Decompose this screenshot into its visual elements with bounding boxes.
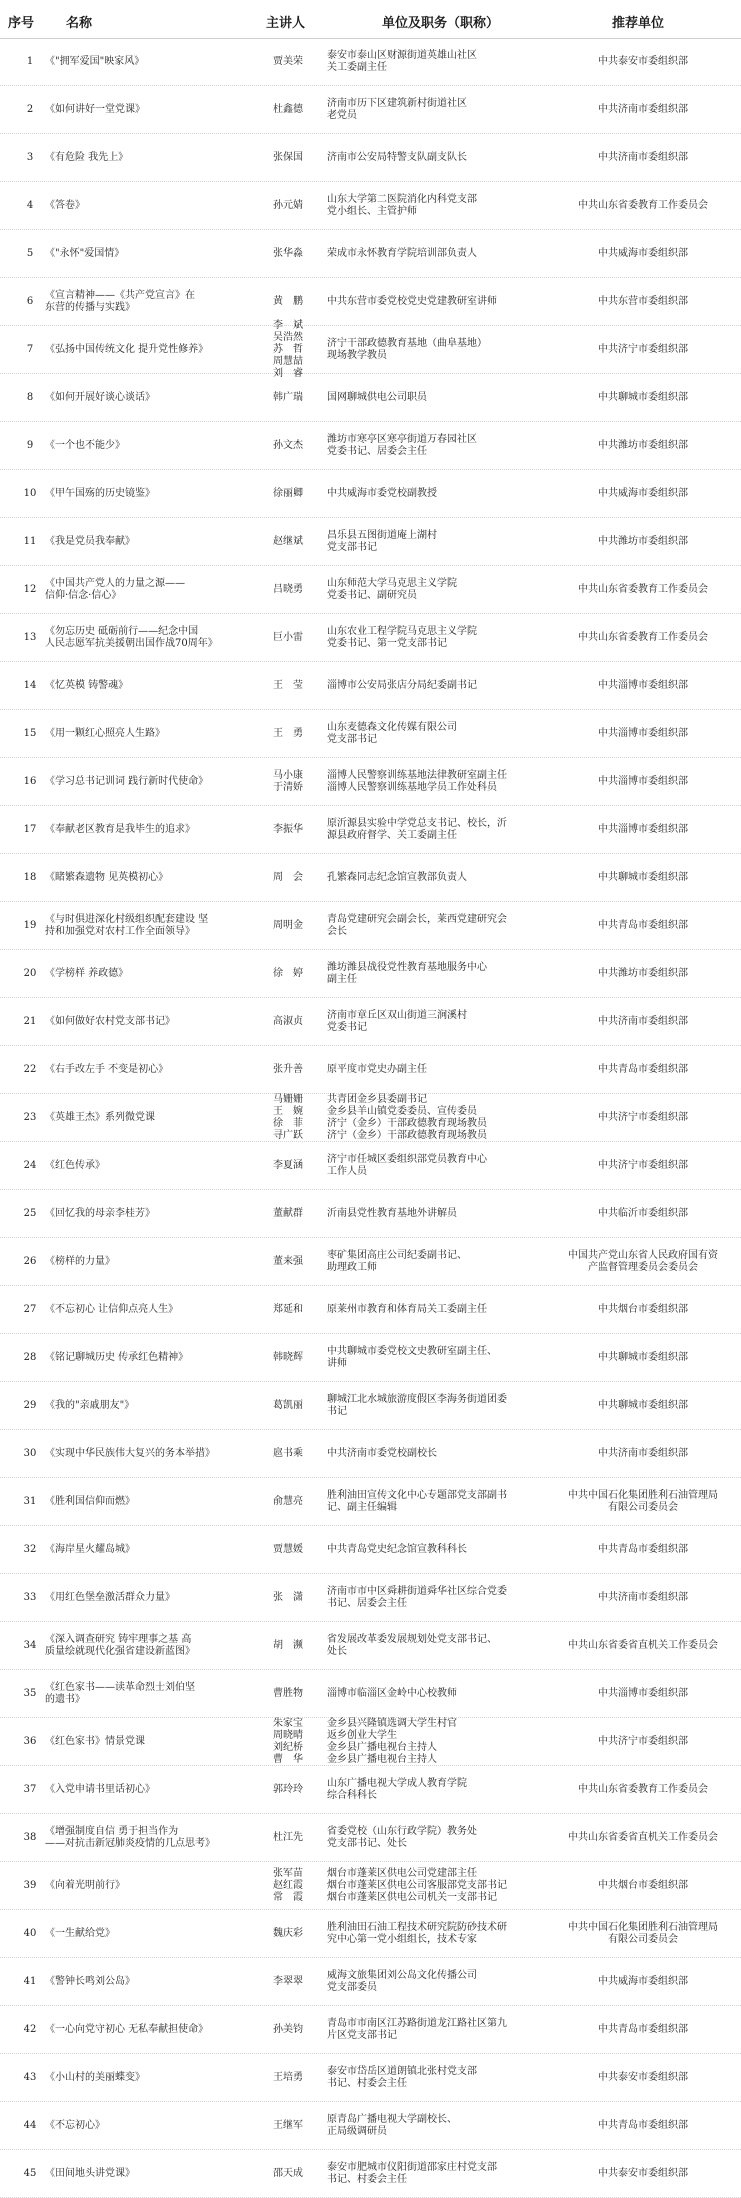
speaker-name: 王培勇 — [273, 2071, 303, 2083]
table-row — [0, 1766, 741, 1814]
course-title: 《海岸星火耀岛城》 — [45, 1543, 135, 1555]
row-number: 34 — [23, 1639, 37, 1651]
course-title: 《中国共产党人的力量之源—— 信仰·信念·信心》 — [45, 577, 185, 601]
speaker-name: 杜鑫德 — [273, 103, 303, 115]
table-row — [0, 1526, 741, 1574]
row-number: 33 — [23, 1591, 37, 1603]
recommending-unit: 中共淄博市委组织部 — [598, 823, 688, 835]
row-number: 20 — [23, 967, 37, 979]
unit-and-position: 共青团金乡县委副书记 金乡县羊山镇党委委员、宣传委员 济宁（金乡）干部政德教育现场教员 济宁（金乡）干部政德教育现场教员 — [327, 1093, 487, 1141]
row-number: 19 — [23, 919, 37, 931]
course-title: 《一个也不能少》 — [45, 439, 125, 451]
table-row — [0, 1814, 741, 1862]
course-title: 《增强制度自信 勇于担当作为 ——对抗击新冠肺炎疫情的几点思考》 — [45, 1825, 215, 1849]
table-row — [0, 950, 741, 998]
course-title: 《右手改左手 不变是初心》 — [45, 1063, 169, 1075]
table-row — [0, 710, 741, 758]
table-row — [0, 1958, 741, 2006]
unit-and-position: 胜利油田石油工程技术研究院防砂技术研 究中心第一党小组组长，技术专家 — [327, 1921, 507, 1945]
recommending-unit: 中共青岛市委组织部 — [598, 1543, 688, 1555]
speaker-name: 李翠翠 — [273, 1975, 303, 1987]
row-number: 16 — [23, 775, 37, 787]
recommending-unit: 中共聊城市委组织部 — [598, 1351, 688, 1363]
table-row — [0, 1142, 741, 1190]
unit-and-position: 原青岛广播电视大学副校长、 正局级调研员 — [327, 2113, 457, 2137]
unit-and-position: 济南市章丘区双山街道三涧溪村 党委书记 — [327, 1009, 467, 1033]
course-title: 《用一颗红心照亮人生路》 — [45, 727, 165, 739]
course-title: 《红色家书——读革命烈士刘伯坚 的遗书》 — [45, 1681, 195, 1705]
course-title: 《与时俱进深化村级组织配套建设 坚 持和加强党对农村工作全面领导》 — [45, 913, 209, 937]
table-row — [0, 278, 741, 326]
recommending-unit: 中共济南市委组织部 — [598, 1591, 688, 1603]
table-row — [0, 614, 741, 662]
course-title: 《田间地头讲党课》 — [45, 2167, 135, 2179]
unit-and-position: 省发展改革委发展规划处党支部书记、 处长 — [327, 1633, 497, 1657]
speaker-name: 周明金 — [273, 919, 303, 931]
unit-and-position: 中共济南市委党校副校长 — [327, 1447, 437, 1459]
row-number: 11 — [23, 535, 37, 547]
unit-and-position: 国网聊城供电公司职员 — [327, 391, 427, 403]
table-row — [0, 518, 741, 566]
recommending-unit: 中共青岛市委组织部 — [598, 919, 688, 931]
course-title: 《不忘初心》 — [45, 2119, 105, 2131]
course-title: 《"永怀"爱国情》 — [45, 247, 125, 259]
table-row — [0, 2102, 741, 2150]
unit-and-position: 聊城江北水城旅游度假区李海务街道团委 书记 — [327, 1393, 507, 1417]
row-number: 14 — [23, 679, 37, 691]
recommending-unit: 中共山东省委教育工作委员会 — [578, 199, 708, 211]
course-title: 《学习总书记训词 践行新时代使命》 — [45, 775, 209, 787]
unit-and-position: 山东广播电视大学成人教育学院 综合科科长 — [327, 1777, 467, 1801]
course-title: 《宣言精神——《共产党宣言》在 东营的传播与实践》 — [45, 289, 195, 313]
recommending-unit: 中共青岛市委组织部 — [598, 2023, 688, 2035]
unit-and-position: 泰安市泰山区财源街道英雄山社区 关工委副主任 — [327, 49, 477, 73]
header-unit: 单位及职务（职称） — [382, 16, 500, 31]
speaker-name: 李夏涵 — [273, 1159, 303, 1171]
speaker-name: 李 斌 吴浩然 苏 哲 周慧喆 刘 睿 — [273, 319, 303, 379]
recommending-unit: 中共淄博市委组织部 — [598, 679, 688, 691]
recommending-unit: 中共济宁市委组织部 — [598, 1159, 688, 1171]
recommending-unit: 中共威海市委组织部 — [598, 487, 688, 499]
unit-and-position: 泰安市肥城市仪阳街道邵家庄村党支部 书记、村委会主任 — [327, 2161, 497, 2185]
speaker-name: 周 会 — [273, 871, 303, 883]
course-title: 《睹繁森遗物 见英模初心》 — [45, 871, 169, 883]
recommending-unit: 中共潍坊市委组织部 — [598, 535, 688, 547]
course-title: 《勿忘历史 砥砺前行——纪念中国 人民志愿军抗美援朝出国作战70周年》 — [45, 625, 218, 649]
table-row — [0, 1334, 741, 1382]
table-row — [0, 422, 741, 470]
speaker-name: 葛凯丽 — [273, 1399, 303, 1411]
row-number: 6 — [26, 295, 34, 307]
row-number: 2 — [26, 103, 34, 115]
recommending-unit: 中共潍坊市委组织部 — [598, 439, 688, 451]
row-number: 4 — [26, 199, 34, 211]
row-number: 35 — [23, 1687, 37, 1699]
unit-and-position: 烟台市蓬莱区供电公司党建部主任 烟台市蓬莱区供电公司客服部党支部书记 烟台市蓬莱区供电公司机关一支部书记 — [327, 1867, 507, 1903]
recommending-unit: 中共山东省委教育工作委员会 — [578, 583, 708, 595]
speaker-name: 扈书乘 — [273, 1447, 303, 1459]
course-title: 《用红色堡垒激活群众力量》 — [45, 1591, 175, 1603]
recommending-unit: 中共淄博市委组织部 — [598, 775, 688, 787]
table-row — [0, 374, 741, 422]
unit-and-position: 青岛党建研究会副会长，莱西党建研究会 会长 — [327, 913, 507, 937]
row-number: 39 — [23, 1879, 37, 1891]
table-header — [0, 0, 741, 39]
row-number: 15 — [23, 727, 37, 739]
course-title: 《回忆我的母亲李桂芳》 — [45, 1207, 155, 1219]
course-title: 《我的"亲戚朋友"》 — [45, 1399, 135, 1411]
row-number: 44 — [23, 2119, 37, 2131]
course-title: 《弘扬中国传统文化 提升党性修养》 — [45, 343, 209, 355]
table-row — [0, 2054, 741, 2102]
unit-and-position: 枣矿集团高庄公司纪委副书记、 助理政工师 — [327, 1249, 467, 1273]
course-title: 《入党申请书里话初心》 — [45, 1783, 155, 1795]
recommending-unit: 中共威海市委组织部 — [598, 1975, 688, 1987]
speaker-name: 张升善 — [273, 1063, 303, 1075]
course-title: 《一生献给党》 — [45, 1927, 115, 1939]
recommending-unit: 中共济南市委组织部 — [598, 151, 688, 163]
header-title: 名称 — [66, 16, 93, 31]
course-title: 《实现中华民族伟大复兴的务本举措》 — [45, 1447, 215, 1459]
speaker-name: 吕晓勇 — [273, 583, 303, 595]
table-row — [0, 182, 741, 230]
recommending-unit: 中共青岛市委组织部 — [598, 2119, 688, 2131]
row-number: 5 — [26, 247, 34, 259]
course-title: 《我是党员我奉献》 — [45, 535, 135, 547]
row-number: 8 — [26, 391, 34, 403]
course-title: 《铭记聊城历史 传承红色精神》 — [45, 1351, 189, 1363]
recommending-unit: 中共潍坊市委组织部 — [598, 967, 688, 979]
speaker-name: 曹胜物 — [273, 1687, 303, 1699]
course-title: 《答卷》 — [45, 199, 85, 211]
table-row — [0, 1382, 741, 1430]
unit-and-position: 原莱州市教育和体育局关工委副主任 — [327, 1303, 487, 1315]
course-title: 《不忘初心 让信仰点亮人生》 — [45, 1303, 179, 1315]
table-row — [0, 566, 741, 614]
row-number: 25 — [23, 1207, 37, 1219]
unit-and-position: 中共东营市委党校党史党建教研室讲师 — [327, 295, 497, 307]
row-number: 3 — [26, 151, 34, 163]
row-number: 22 — [23, 1063, 37, 1075]
row-number: 45 — [23, 2167, 37, 2179]
speaker-name: 张 潇 — [273, 1591, 303, 1603]
unit-and-position: 山东农业工程学院马克思主义学院 党委书记、第一党支部书记 — [327, 625, 477, 649]
table-row — [0, 134, 741, 182]
speaker-name: 巨小雷 — [273, 631, 303, 643]
speaker-name: 张华淼 — [273, 247, 303, 259]
unit-and-position: 济南市公安局特警支队副支队长 — [327, 151, 467, 163]
unit-and-position: 中共青岛党史纪念馆宣教科科长 — [327, 1543, 467, 1555]
recommending-unit: 中共烟台市委组织部 — [598, 1303, 688, 1315]
recommending-unit: 中共威海市委组织部 — [598, 247, 688, 259]
speaker-name: 王 勇 — [273, 727, 303, 739]
table-row — [0, 1046, 741, 1094]
table-row — [0, 1718, 741, 1766]
table-row — [0, 662, 741, 710]
recommending-unit: 中共中国石化集团胜利石油管理局 有限公司委员会 — [568, 1921, 718, 1945]
row-number: 12 — [23, 583, 37, 595]
table-row — [0, 38, 741, 86]
unit-and-position: 淄博市公安局张店分局纪委副书记 — [327, 679, 477, 691]
speaker-name: 胡 濒 — [273, 1639, 303, 1651]
row-number: 41 — [23, 1975, 37, 1987]
recommending-unit: 中共烟台市委组织部 — [598, 1879, 688, 1891]
recommending-unit: 中共聊城市委组织部 — [598, 871, 688, 883]
table-row — [0, 854, 741, 902]
unit-and-position: 泰安市岱岳区道朗镇北张村党支部 书记、村委会主任 — [327, 2065, 477, 2089]
table-row — [0, 1478, 741, 1526]
row-number: 31 — [23, 1495, 37, 1507]
speaker-name: 郑延和 — [273, 1303, 303, 1315]
recommending-unit: 中共济南市委组织部 — [598, 103, 688, 115]
row-number: 36 — [23, 1735, 37, 1747]
speaker-name: 徐 婷 — [273, 967, 303, 979]
speaker-name: 高淑贞 — [273, 1015, 303, 1027]
speaker-name: 孙美钧 — [273, 2023, 303, 2035]
recommending-unit: 中共山东省委省直机关工作委员会 — [568, 1831, 718, 1843]
table-row — [0, 1238, 741, 1286]
table-row — [0, 1094, 741, 1142]
course-title: 《红色家书》情景党课 — [45, 1735, 145, 1747]
row-number: 23 — [23, 1111, 37, 1123]
course-title: 《英雄王杰》系列微党课 — [45, 1111, 155, 1123]
row-number: 13 — [23, 631, 37, 643]
speaker-name: 杜江先 — [273, 1831, 303, 1843]
row-number: 9 — [26, 439, 34, 451]
unit-and-position: 济宁干部政德教育基地（曲阜基地） 现场教学教员 — [327, 337, 487, 361]
speaker-name: 李振华 — [273, 823, 303, 835]
speaker-name: 俞慧亮 — [273, 1495, 303, 1507]
row-number: 29 — [23, 1399, 37, 1411]
unit-and-position: 淄博人民警察训练基地法律教研室副主任 淄博人民警察训练基地学员工作处科员 — [327, 769, 507, 793]
table-row — [0, 2150, 741, 2198]
unit-and-position: 山东师范大学马克思主义学院 党委书记、副研究员 — [327, 577, 457, 601]
speaker-name: 韩广瑞 — [273, 391, 303, 403]
row-number: 18 — [23, 871, 37, 883]
table-row — [0, 230, 741, 278]
recommending-unit: 中共济南市委组织部 — [598, 1447, 688, 1459]
row-number: 42 — [23, 2023, 37, 2035]
recommending-unit: 中共泰安市委组织部 — [598, 2071, 688, 2083]
recommending-unit: 中共淄博市委组织部 — [598, 727, 688, 739]
unit-and-position: 中共聊城市委党校文史教研室副主任、 讲师 — [327, 1345, 497, 1369]
unit-and-position: 山东大学第二医院消化内科党支部 党小组长、主管护师 — [327, 193, 477, 217]
course-title: 《榜样的力量》 — [45, 1255, 115, 1267]
speaker-name: 邵天成 — [273, 2167, 303, 2179]
row-number: 26 — [23, 1255, 37, 1267]
table-row — [0, 470, 741, 518]
unit-and-position: 原沂源县实验中学党总支书记、校长，沂 源县政府督学、关工委副主任 — [327, 817, 507, 841]
speaker-name: 王 莹 — [273, 679, 303, 691]
unit-and-position: 济南市市中区舜耕街道舜华社区综合党委 书记、居委会主任 — [327, 1585, 507, 1609]
recommending-unit: 中共山东省委教育工作委员会 — [578, 631, 708, 643]
course-title: 《深入调查研究 铸牢理事之基 高 质量绘就现代化强省建设新蓝图》 — [45, 1633, 195, 1657]
speaker-name: 朱家宝 周晓晴 刘纪桥 曹 华 — [273, 1717, 303, 1765]
speaker-name: 王继军 — [273, 2119, 303, 2131]
header-recommender: 推荐单位 — [612, 16, 665, 31]
course-title: 《一心向党守初心 无私奉献担使命》 — [45, 2023, 209, 2035]
speaker-name: 董献群 — [273, 1207, 303, 1219]
course-title: 《有危险 我先上》 — [45, 151, 129, 163]
row-number: 10 — [23, 487, 37, 499]
row-number: 21 — [23, 1015, 37, 1027]
course-title: 《忆英模 铸警魂》 — [45, 679, 129, 691]
unit-and-position: 中共威海市委党校副教授 — [327, 487, 437, 499]
recommending-unit: 中国共产党山东省人民政府国有资 产监督管理委员会委员会 — [568, 1249, 718, 1273]
recommending-unit: 中共临沂市委组织部 — [598, 1207, 688, 1219]
recommending-unit: 中共泰安市委组织部 — [598, 55, 688, 67]
course-title: 《向着光明前行》 — [45, 1879, 125, 1891]
unit-and-position: 金乡县兴隆镇选调大学生村官 返乡创业大学生 金乡县广播电视台主持人 金乡县广播电视台主持人 — [327, 1717, 457, 1765]
recommending-unit: 中共济南市委组织部 — [598, 1015, 688, 1027]
course-title: 《胜利国信仰而燃》 — [45, 1495, 135, 1507]
unit-and-position: 威海文旅集团刘公岛文化传播公司 党支部委员 — [327, 1969, 477, 1993]
speaker-name: 郭玲玲 — [273, 1783, 303, 1795]
speaker-name: 赵继斌 — [273, 535, 303, 547]
course-title: 《甲午国殇的历史镜鉴》 — [45, 487, 155, 499]
table-row — [0, 1286, 741, 1334]
table-row — [0, 902, 741, 950]
course-title: 《如何开展好谈心谈话》 — [45, 391, 155, 403]
course-title: 《"拥军爱国"映家风》 — [45, 55, 145, 67]
recommending-unit: 中共山东省委省直机关工作委员会 — [568, 1639, 718, 1651]
header-speaker: 主讲人 — [266, 16, 306, 31]
table-row — [0, 1622, 741, 1670]
unit-and-position: 济南市历下区建筑新村街道社区 老党员 — [327, 97, 467, 121]
table-row — [0, 998, 741, 1046]
speaker-name: 马小康 于清娇 — [273, 769, 303, 793]
row-number: 32 — [23, 1543, 37, 1555]
course-title: 《小山村的美丽蝶变》 — [45, 2071, 145, 2083]
row-number: 30 — [23, 1447, 37, 1459]
unit-and-position: 淄博市临淄区金岭中心校教师 — [327, 1687, 457, 1699]
speaker-name: 魏庆彩 — [273, 1927, 303, 1939]
unit-and-position: 潍坊潍县战役党性教育基地服务中心 副主任 — [327, 961, 487, 985]
course-title: 《警钟长鸣刘公岛》 — [45, 1975, 135, 1987]
speaker-name: 孙元婧 — [273, 199, 303, 211]
unit-and-position: 潍坊市寒亭区寒亭街道万春园社区 党委书记、居委会主任 — [327, 433, 477, 457]
row-number: 37 — [23, 1783, 37, 1795]
table-row — [0, 1670, 741, 1718]
unit-and-position: 青岛市市南区江苏路街道龙江路社区第九 片区党支部书记 — [327, 2017, 507, 2041]
row-number: 7 — [26, 343, 34, 355]
recommending-unit: 中共泰安市委组织部 — [598, 2167, 688, 2179]
row-number: 24 — [23, 1159, 37, 1171]
unit-and-position: 山东麦德森文化传媒有限公司 党支部书记 — [327, 721, 457, 745]
course-title: 《学榜样 养政德》 — [45, 967, 129, 979]
course-title: 《奉献老区教育是我毕生的追求》 — [45, 823, 195, 835]
speaker-name: 马姗姗 王 婉 徐 菲 寻广跃 — [273, 1093, 303, 1141]
recommending-unit: 中共山东省委教育工作委员会 — [578, 1783, 708, 1795]
speaker-name: 孙文杰 — [273, 439, 303, 451]
table-row — [0, 1190, 741, 1238]
speaker-name: 贾慧媛 — [273, 1543, 303, 1555]
recommending-unit: 中共青岛市委组织部 — [598, 1063, 688, 1075]
speaker-name: 徐丽卿 — [273, 487, 303, 499]
unit-and-position: 昌乐县五图街道庵上湖村 党支部书记 — [327, 529, 437, 553]
speaker-name: 黄 鹏 — [273, 295, 303, 307]
recommending-unit: 中共淄博市委组织部 — [598, 1687, 688, 1699]
table-row — [0, 758, 741, 806]
unit-and-position: 沂南县党性教育基地外讲解员 — [327, 1207, 457, 1219]
recommending-unit: 中共中国石化集团胜利石油管理局 有限公司委员会 — [568, 1489, 718, 1513]
table-row — [0, 86, 741, 134]
unit-and-position: 胜利油田宣传文化中心专题部党支部副书 记、副主任编辑 — [327, 1489, 507, 1513]
speaker-name: 贾美荣 — [273, 55, 303, 67]
speaker-name: 韩晓辉 — [273, 1351, 303, 1363]
speaker-name: 张军苗 赵红霞 常 霞 — [273, 1867, 303, 1903]
row-number: 1 — [26, 55, 34, 67]
table-row — [0, 2006, 741, 2054]
header-no: 序号 — [8, 16, 35, 31]
table-row — [0, 1430, 741, 1478]
recommending-unit: 中共东营市委组织部 — [598, 295, 688, 307]
speaker-name: 董来强 — [273, 1255, 303, 1267]
course-title: 《如何讲好一堂党课》 — [45, 103, 145, 115]
recommending-unit: 中共聊城市委组织部 — [598, 391, 688, 403]
unit-and-position: 济宁市任城区委组织部党员教育中心 工作人员 — [327, 1153, 487, 1177]
row-number: 38 — [23, 1831, 37, 1843]
row-number: 43 — [23, 2071, 37, 2083]
unit-and-position: 荣成市永怀教育学院培训部负责人 — [327, 247, 477, 259]
unit-and-position: 原平度市党史办副主任 — [327, 1063, 427, 1075]
row-number: 28 — [23, 1351, 37, 1363]
table-row — [0, 806, 741, 854]
row-number: 40 — [23, 1927, 37, 1939]
row-number: 17 — [23, 823, 37, 835]
table-row — [0, 1574, 741, 1622]
recommending-unit: 中共济宁市委组织部 — [598, 1111, 688, 1123]
recommending-unit: 中共济宁市委组织部 — [598, 1735, 688, 1747]
speaker-name: 张保国 — [273, 151, 303, 163]
recommending-unit: 中共济宁市委组织部 — [598, 343, 688, 355]
recommending-unit: 中共聊城市委组织部 — [598, 1399, 688, 1411]
course-title: 《红色传承》 — [45, 1159, 105, 1171]
table-row — [0, 319, 741, 379]
course-title: 《如何做好农村党支部书记》 — [45, 1015, 175, 1027]
unit-and-position: 孔繁森同志纪念馆宣教部负责人 — [327, 871, 467, 883]
table-row — [0, 1862, 741, 1910]
table-row — [0, 1910, 741, 1958]
row-number: 27 — [23, 1303, 37, 1315]
unit-and-position: 省委党校（山东行政学院）教务处 党支部书记、处长 — [327, 1825, 477, 1849]
